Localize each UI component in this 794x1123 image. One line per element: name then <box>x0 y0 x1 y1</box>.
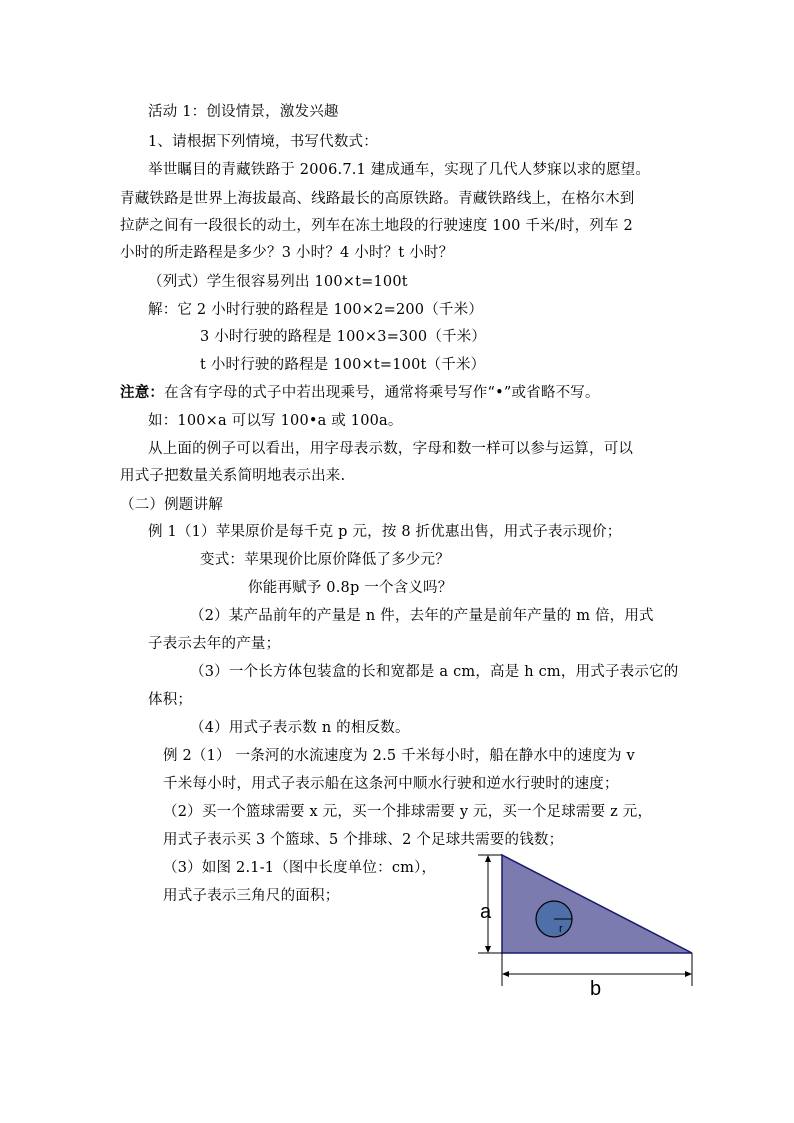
example-line: 例 2（1） 一条河的水流速度为 2.5 千米每小时，船在静水中的速度为 v <box>163 748 635 764</box>
triangle-shape <box>502 855 692 953</box>
paragraph-line: 用式子把数量关系简明地表示出来. <box>120 468 346 484</box>
paragraph-line: 从上面的例子可以看出，用字母表示数，字母和数一样可以参与运算，可以 <box>148 441 634 457</box>
solution-line: 解：它 2 小时行驶的路程是 100×2=200（千米） <box>148 302 484 318</box>
label-r: r <box>559 923 563 935</box>
example-line: （3）一个长方体包装盒的长和宽都是 a cm，高是 h cm，用式子表示它的 <box>190 664 679 680</box>
example-line: 变式：苹果现价比原价降低了多少元？ <box>200 552 450 568</box>
example-line: （2）某产品前年的产量是 n 件，去年的产量是前年产量的 m 倍，用式 <box>190 608 654 624</box>
example-line: （2）买一个篮球需要 x 元，买一个排球需要 y 元，买一个足球需要 z 元， <box>163 804 653 820</box>
paragraph-line: 小时的所走路程是多少？3 小时？4 小时？t 小时？ <box>120 245 454 261</box>
paragraph-line: 举世瞩目的青藏铁路于 2006.7.1 建成通车，实现了几代人梦寐以求的愿望。 <box>148 162 651 178</box>
solution-line: 3 小时行驶的路程是 100×3=300（千米） <box>200 329 487 345</box>
label-a: a <box>480 901 492 923</box>
example-line: 用式子表示三角尺的面积； <box>163 888 340 904</box>
example-line: 体积； <box>148 692 193 708</box>
example-line: 子表示去年的产量； <box>148 636 281 652</box>
dimension-a-arrow-bottom <box>485 946 491 953</box>
note-text: 在含有字母的式子中若出现乘号，通常将乘号写作“•”或省略不写。 <box>164 385 600 401</box>
example-line: 你能再赋予 0.8p 一个含义吗？ <box>248 580 453 596</box>
paragraph-line: 青藏铁路是世界上海拔最高、线路最长的高原铁路。青藏铁路线上，在格尔木到 <box>120 191 635 207</box>
example-line: 例 1（1）苹果原价是每千克 p 元，按 8 折优惠出售，用式子表示现价； <box>148 524 622 540</box>
solution-line: t 小时行驶的路程是 100×t=100t（千米） <box>200 357 486 373</box>
example-line: 如：100×a 可以写 100•a 或 100a。 <box>148 413 403 429</box>
example-line: （4）用式子表示数 n 的相反数。 <box>190 720 410 736</box>
activity-heading: 活动 1：创设情景，激发兴趣 <box>148 104 339 120</box>
paragraph-line: 拉萨之间有一段很长的动土，列车在冻土地段的行驶速度 100 千米/时，列车 2 <box>120 218 633 234</box>
triangle-ruler-figure <box>470 850 710 1000</box>
note-label: 注意： <box>120 384 165 401</box>
dimension-b-arrow-left <box>502 971 509 977</box>
paragraph-line: （列式）学生很容易列出 100×t=100t <box>148 274 408 290</box>
task-heading: 1、请根据下列情境，书写代数式： <box>148 134 378 150</box>
note-line <box>120 383 600 403</box>
dimension-b-arrow-right <box>685 971 692 977</box>
label-b: b <box>590 978 602 1000</box>
dimension-a-arrow-top <box>485 855 491 862</box>
section-heading: （二）例题讲解 <box>120 497 223 513</box>
example-line: 用式子表示买 3 个篮球、5 个排球、2 个足球共需要的钱数； <box>163 832 564 848</box>
example-line: （3）如图 2.1-1（图中长度单位：cm）， <box>163 860 437 876</box>
example-line: 千米每小时，用式子表示船在这条河中顺水行驶和逆水行驶时的速度； <box>163 776 619 792</box>
